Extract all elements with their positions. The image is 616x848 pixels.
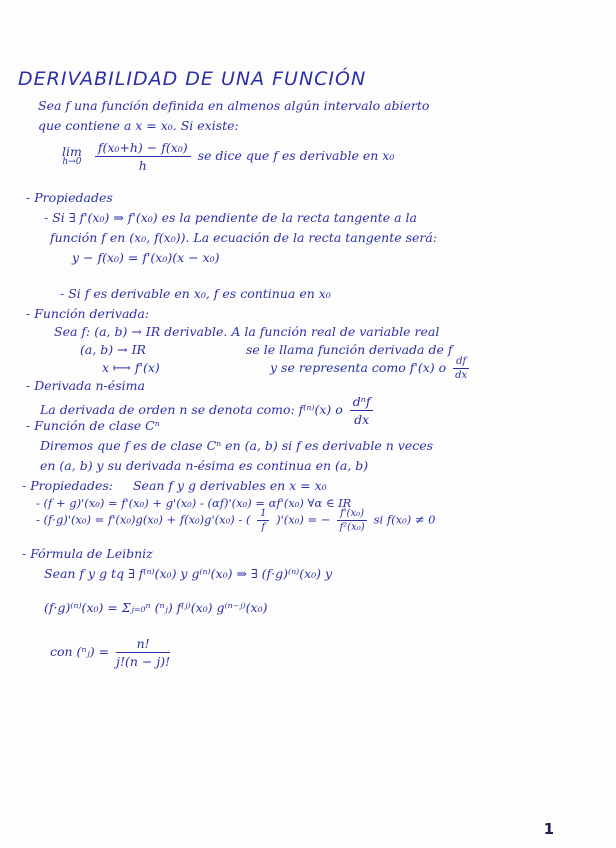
propiedades-hypothesis: Sean f y g derivables en x = x₀ (132, 478, 327, 493)
limit-subscript: h→0 (62, 157, 82, 168)
limit-operator (62, 145, 82, 169)
limit-denominator: h (138, 158, 147, 173)
derivative-mapping: x ⟼ f'(x) (102, 360, 160, 375)
section-heading-clase-cn: - Función de clase Cⁿ (26, 418, 160, 433)
fraction-denominator: j!(n − j)! (116, 654, 171, 669)
fraction-denominator: f²(x₀) (339, 522, 365, 533)
page-number: 1 (543, 820, 554, 838)
fraction-denominator: dx (354, 412, 370, 427)
class-cn-line-2: en (a, b) y su derivada n-ésima es continua en (a, b) (40, 458, 369, 473)
fraction-denominator: f (261, 522, 266, 533)
tangent-property-line-2: función f en (x₀, f(x₀)). La ecuación de la recta tangente será: (50, 230, 438, 245)
derivative-notation-text: y se representa como f'(x) o (270, 360, 447, 375)
class-cn-line-1: Diremos que f es de clase Cⁿ en (a, b) si f es derivable n veces (40, 438, 434, 453)
page-title: DERIVABILIDAD DE UNA FUNCIÓN (18, 68, 367, 90)
continuity-property: - Si f es derivable en x₀, f es continua en x₀ (60, 286, 331, 301)
section-heading-propiedades: - Propiedades (26, 190, 113, 205)
reciprocal-fraction (257, 508, 269, 533)
nth-derivative-fraction (350, 394, 374, 427)
nth-derivative-text: La derivada de orden n se denota como: f⁽ⁿ⁾(x) o (40, 402, 343, 417)
reciprocal-rule: )'(x₀) = − (276, 512, 331, 527)
binomial-label: con (ⁿⱼ) = (50, 644, 110, 659)
product-rule: - (f·g)'(x₀) = f'(x₀)g(x₀) + f(x₀)g'(x₀) - ( (36, 512, 251, 527)
leibniz-formula: (f·g)⁽ⁿ⁾(x₀) = Σⱼ₌₀ⁿ (ⁿⱼ) f⁽ʲ⁾(x₀) g⁽ⁿ⁻ʲ⁾(x₀) (44, 600, 268, 615)
fraction-numerator: f'(x₀) (337, 508, 367, 521)
limit-numerator: f(x₀+h) − f(x₀) (95, 140, 191, 157)
derivative-function-name: se le llama función derivada de f (246, 342, 453, 357)
limit-definition (62, 140, 394, 173)
binomial-fraction (116, 636, 170, 669)
derivative-domain: (a, b) → IR (80, 342, 146, 357)
leibniz-hypothesis: Sean f y g tq ∃ f⁽ⁿ⁾(x₀) y g⁽ⁿ⁾(x₀) ⇒ ∃ (f·g)⁽ⁿ⁾(x₀) y (44, 566, 333, 581)
intro-line-1: Sea f una función definida en almenos algún intervalo abierto (38, 98, 430, 113)
fraction-numerator: df (453, 356, 469, 369)
fraction-numerator: 1 (257, 508, 269, 521)
sum-scalar-rules: - (f + g)'(x₀) = f'(x₀) + g'(x₀) - (αf)'(x₀) = αf'(x₀) ∀α ∈ IR (36, 496, 352, 510)
binomial-coefficient (50, 636, 173, 669)
propiedades-label: - Propiedades: (22, 478, 113, 493)
derivative-leibniz-fraction (453, 356, 469, 381)
reciprocal-result-fraction (337, 508, 367, 533)
fraction-denominator: dx (455, 370, 468, 381)
section-heading-derivada-n: - Derivada n-ésima (26, 378, 145, 393)
tangent-property-line-1: - Si ∃ f'(x₀) ⇒ f'(x₀) es la pendiente de la recta tangente a la (44, 210, 417, 225)
intro-line-2: que contiene a x = x₀. Si existe: (38, 118, 239, 133)
limit-word: lim (62, 143, 82, 159)
product-quotient-rules (36, 508, 435, 533)
section-heading-funcion-derivada: - Función derivada: (26, 306, 150, 321)
section-heading-propiedades-2 (22, 478, 327, 493)
limit-fraction (95, 140, 191, 173)
section-heading-leibniz: - Fórmula de Leibniz (22, 546, 153, 561)
tangent-line-equation: y − f(x₀) = f'(x₀)(x − x₀) (72, 250, 220, 265)
fraction-numerator: n! (116, 636, 170, 653)
limit-conclusion: se dice que f es derivable en x₀ (197, 148, 395, 163)
reciprocal-condition: si f(x₀) ≠ 0 (373, 512, 436, 527)
derivative-function-line-1: Sea f: (a, b) → IR derivable. A la función real de variable real (54, 324, 440, 339)
fraction-numerator: dⁿf (350, 394, 374, 411)
derivative-notation (270, 356, 472, 381)
